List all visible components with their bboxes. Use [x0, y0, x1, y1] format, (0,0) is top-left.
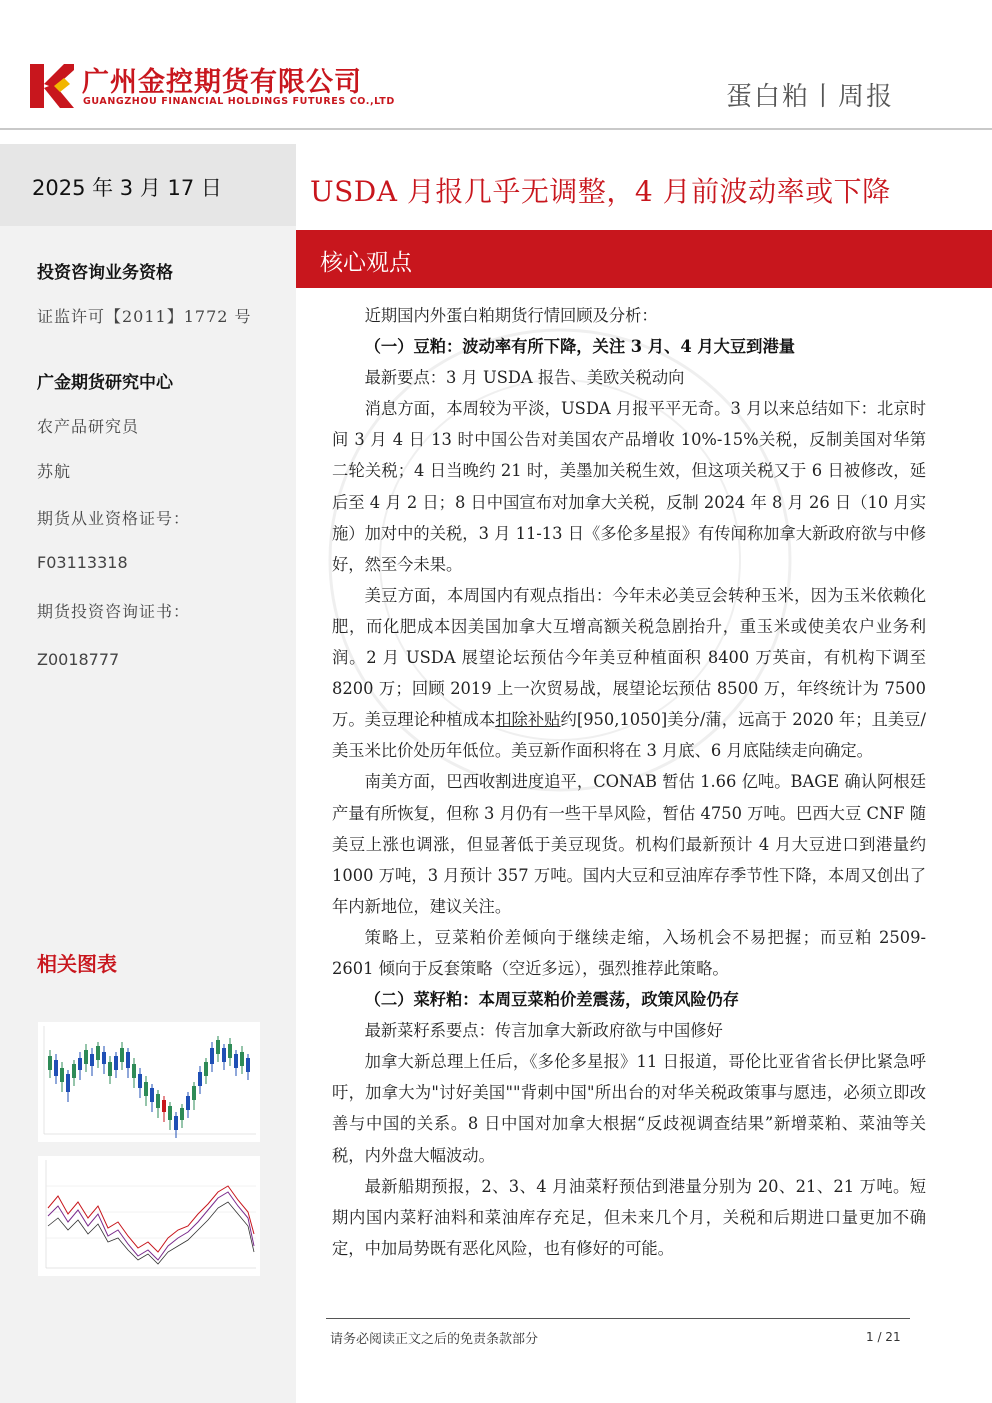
intro-paragraph: 近期国内外蛋白粕期货行情回顾及分析：	[364, 306, 658, 325]
rapeseed-key-points: 最新菜籽系要点：传言加拿大新政府欲与中国修好	[364, 1021, 723, 1041]
header-divider	[0, 128, 992, 130]
date-box	[0, 144, 296, 226]
section-banner	[296, 230, 992, 288]
sidebar	[0, 144, 296, 1403]
us-soybean-paragraph	[332, 580, 926, 767]
research-center: 广金期货研究中心	[37, 373, 173, 393]
report-type: 蛋白粕丨周报	[725, 82, 894, 112]
news-paragraph: 消息方面，本周较为平淡，USDA 月报平平无奇。3 月以来总结如下：北京时间 3 月 4 日 13 时中国公告对美国农产品增收 10%-15%关税，反制美国对华第二轮关税；4 日当晚约 21 时，美墨加关税生效，但这项关税又于 6 日被修改，延后至 4 月 2 日；8 日中国宣布对加拿大关税，反制 2024 年 8 月 26 日（10 月实施）加对中的关税，3 月 11-13 日《多伦多星报》有传闻称加拿大新政府欲与中修好，然至今未果。	[332, 399, 926, 574]
rapeseed-heading	[332, 984, 926, 1015]
canada-paragraph: 加拿大新总理上任后，《多伦多星报》11 日报道，哥伦比亚省省长伊比紧急呼吁，加拿大为"讨好美国""背刺中国"所出台的对华关税政策事与愿违，必须立即改善与中国的关系。8 日中国对加拿大根据“反歧视调查结果”新增菜粕、菜油等关税，内外盘大幅波动。	[332, 1052, 926, 1165]
analyst-name: 苏航	[37, 462, 72, 481]
qualification-title: 投资咨询业务资格	[37, 263, 173, 283]
futures-cert-number: F03113318	[37, 553, 128, 572]
soymeal-key-points: 最新要点：3 月 USDA 报告、美欧关税动向	[364, 368, 685, 388]
company-logo-icon	[30, 64, 74, 108]
footer-divider	[326, 1318, 910, 1319]
line-chart-thumbnail	[38, 1156, 260, 1276]
page-header	[0, 0, 992, 130]
analyst-role: 农产品研究员	[37, 417, 140, 436]
advisory-cert-label: 期货投资咨询证书：	[37, 602, 191, 621]
company-name-cn: 广州金控期货有限公司	[82, 67, 362, 98]
candlestick-chart-thumbnail	[38, 1022, 260, 1142]
soymeal-heading-text: 波动率有所下降，关注 3 月、4 月大豆到港量	[462, 337, 796, 357]
license-number: 证监许可【2011】1772 号	[37, 307, 252, 326]
footer-disclaimer: 请务必阅读正文之后的免责条款部分	[330, 1332, 539, 1347]
rapeseed-heading-label: （二）菜籽粕：	[364, 990, 479, 1010]
report-body	[332, 300, 926, 1264]
shipping-paragraph: 最新船期预报，2、3、4 月油菜籽预估到港量分别为 20、21、21 万吨。短期内国内菜籽油料和菜油库存充足，但未来几个月，关税和后期进口量更加不确定，中加局势既有恶化风险，也有修好的可能。	[332, 1176, 926, 1258]
south-america-paragraph: 南美方面，巴西收割进度追平，CONAB 暂估 1.66 亿吨。BAGE 确认阿根廷产量有所恢复，但称 3 月仍有一些干旱风险，暂估 4750 万吨。巴西大豆 CNF 随美豆上涨也调涨，但显著低于美豆现货。机构们最新预计 4 月大豆进口到港量约 1000 万吨，3 月预计 357 万吨。国内大豆和豆油库存季节性下降，本周又创出了年内新地位，建议关注。	[332, 772, 926, 916]
section-title: 核心观点	[320, 250, 412, 276]
company-name-en: GUANGZHOU FINANCIAL HOLDINGS FUTURES CO.,LTD	[83, 96, 395, 107]
us-soybean-text-a: 美豆方面，本周国内有观点指出：今年未必美豆会转种玉米，因为玉米依赖化肥，而化肥成本因美国加拿大互增高额关税急剧抬升，重玉米或使美农户业务利润。2 月 USDA 展望论坛预估今年美豆种植面积 8400 万英亩，有机构下调至 8200 万；回顾 2019 上一次贸易战，展望论坛预估 8500 万，年终统计为 7500 万。美豆理论种植成本	[332, 585, 926, 730]
subsidy-term: 扣除补贴	[495, 710, 561, 730]
related-charts-heading: 相关图表	[37, 952, 117, 976]
soymeal-heading-label: （一）豆粕：	[364, 337, 463, 357]
report-date: 2025 年 3 月 17 日	[32, 176, 222, 200]
page-number: 1 / 21	[866, 1330, 901, 1344]
futures-cert-label: 期货从业资格证号：	[37, 509, 191, 528]
rapeseed-heading-text: 本周豆菜粕价差震荡，政策风险仍存	[478, 990, 740, 1010]
us-soybean-text-b: 约[950,1050]美分/蒲，远高于 2020 年；且美豆/美玉米比价处历年低位。美豆新作面积将在 3 月底、6 月底陆续走向确定。	[332, 710, 926, 761]
report-title: USDA 月报几乎无调整，4 月前波动率或下降	[310, 175, 891, 208]
advisory-cert-number: Z0018777	[37, 650, 120, 669]
soymeal-heading	[332, 331, 926, 362]
strategy-paragraph: 策略上，豆菜粕价差倾向于继续走缩，入场机会不易把握；而豆粕 2509-2601 倾向于反套策略（空近多远），强烈推荐此策略。	[332, 927, 926, 978]
